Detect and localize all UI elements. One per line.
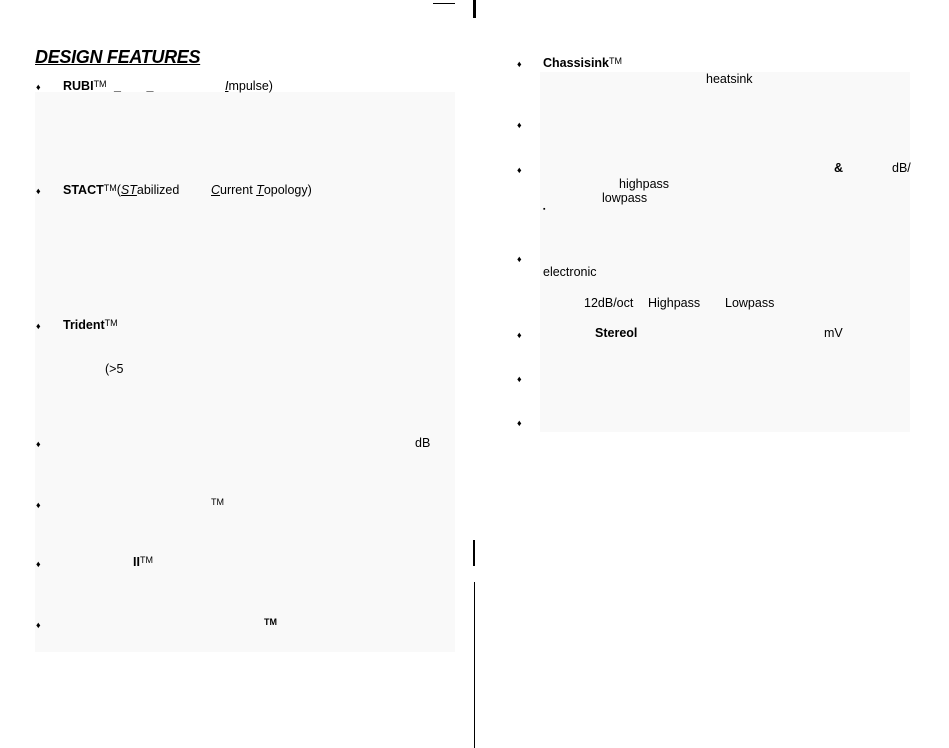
feature-stact bbox=[63, 183, 179, 197]
feature-ii bbox=[133, 555, 153, 569]
trident-gt5: (>5 bbox=[105, 362, 124, 376]
stact-opology: opology) bbox=[263, 183, 312, 197]
ampersand: & bbox=[834, 161, 844, 175]
impulse-rest: mpulse) bbox=[228, 79, 273, 93]
mv-text: mV bbox=[824, 326, 843, 340]
highpass-text: highpass bbox=[619, 177, 670, 191]
stact-tm: TM bbox=[103, 183, 117, 193]
bullet-icon: ♦ bbox=[517, 120, 522, 130]
feature-trident bbox=[63, 318, 118, 332]
feature-rubi bbox=[63, 79, 153, 93]
stact-abilized: abilized bbox=[136, 183, 180, 197]
stact-urrent: urrent bbox=[220, 183, 257, 197]
filter-lowpass: Lowpass bbox=[725, 296, 775, 310]
feature-chassisink bbox=[543, 56, 622, 70]
stact-c: C bbox=[211, 183, 221, 197]
bullet-icon: ♦ bbox=[517, 165, 522, 175]
chassisink-name: Chassisink bbox=[543, 56, 610, 70]
tm-symbol-1: TM bbox=[211, 497, 224, 507]
column-divider-bottom bbox=[474, 582, 475, 748]
chassisink-tm: TM bbox=[609, 56, 623, 66]
page-title: DESIGN FEATURES bbox=[35, 47, 201, 67]
column-divider-top bbox=[473, 0, 476, 18]
ii-tm: TM bbox=[139, 555, 153, 565]
filter-highpass: Highpass bbox=[648, 296, 701, 310]
rubi-tm: TM bbox=[93, 79, 107, 89]
bullet-icon: ♦ bbox=[517, 330, 522, 340]
bullet-icon: ♦ bbox=[36, 620, 41, 630]
bullet-icon: ♦ bbox=[517, 59, 522, 69]
left-body-shade bbox=[35, 92, 455, 652]
right-body-shade bbox=[540, 72, 910, 432]
stact-t: T bbox=[256, 183, 264, 197]
bullet-icon: ♦ bbox=[36, 559, 41, 569]
trident-name: Trident bbox=[63, 318, 105, 332]
stereo-text: Stereol bbox=[595, 326, 638, 340]
rubi-impulse bbox=[225, 79, 273, 93]
stact-current-topology bbox=[211, 183, 312, 197]
lowpass-text: lowpass bbox=[602, 191, 648, 205]
bullet-icon: ♦ bbox=[36, 321, 41, 331]
impulse-letter: I bbox=[225, 79, 229, 93]
stact-st: ST bbox=[120, 183, 137, 197]
heatsink-text: heatsink bbox=[706, 72, 753, 86]
db-slash: dB/ bbox=[892, 161, 911, 175]
electronic-text: electronic bbox=[543, 265, 597, 279]
bullet-icon: ♦ bbox=[517, 418, 522, 428]
db-value: dB bbox=[415, 436, 431, 450]
bullet-icon: ♦ bbox=[36, 439, 41, 449]
rubi-dash-1: _ bbox=[114, 79, 121, 93]
bullet-icon: ♦ bbox=[517, 254, 522, 264]
stact-name: STACT bbox=[63, 183, 104, 197]
bullet-icon: ♦ bbox=[36, 500, 41, 510]
filter-12db-oct: 12dB/oct bbox=[584, 296, 634, 310]
bullet-icon: ♦ bbox=[36, 186, 41, 196]
tm-symbol-2: TM bbox=[264, 617, 277, 627]
bullet-icon: ♦ bbox=[36, 82, 41, 92]
column-divider-middle bbox=[473, 540, 475, 566]
ii-name: II bbox=[133, 555, 140, 569]
bullet-icon: ♦ bbox=[517, 374, 522, 384]
top-rule bbox=[433, 3, 455, 4]
trident-tm: TM bbox=[104, 318, 118, 328]
rubi-name: RUBI bbox=[63, 79, 94, 93]
stact-open: ( bbox=[116, 183, 121, 197]
rubi-dash-2: _ bbox=[146, 79, 154, 93]
small-bullet: ▪ bbox=[543, 206, 546, 213]
